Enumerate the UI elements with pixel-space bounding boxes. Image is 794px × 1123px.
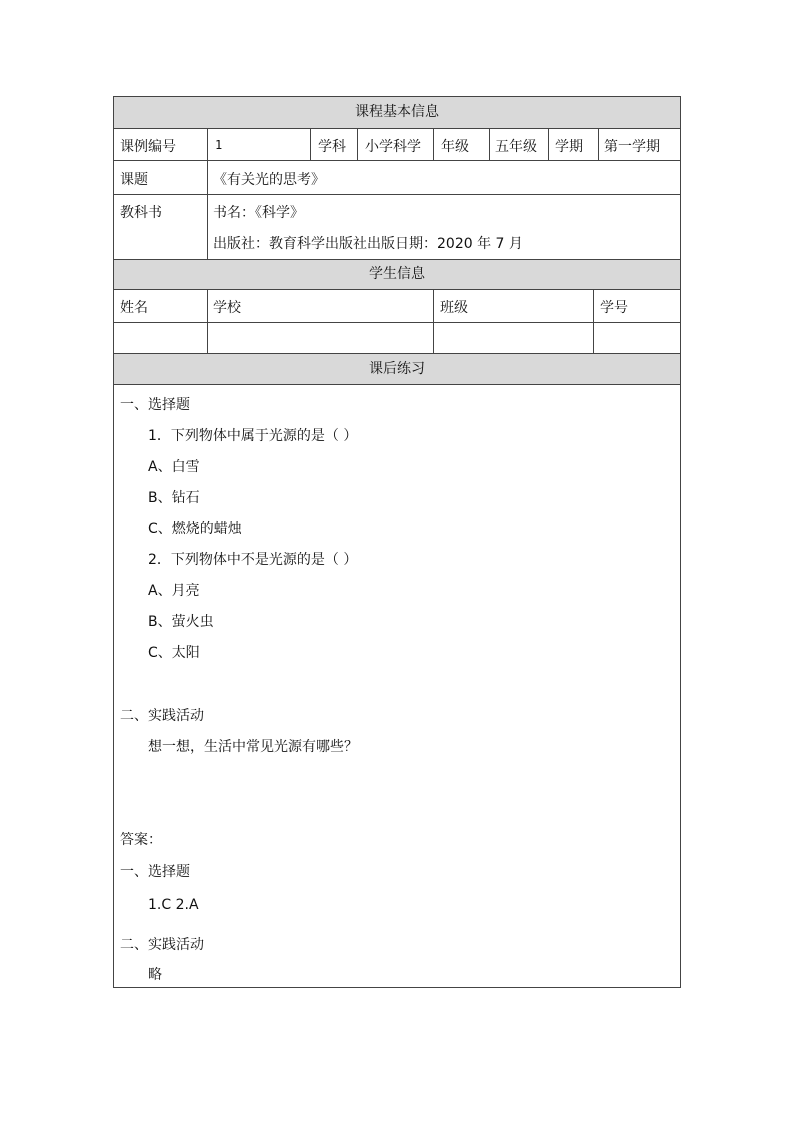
divider [114,384,680,385]
student-info-title: 学生信息 [369,266,425,282]
q1-option-a: A、白雪 [148,459,200,475]
divider [489,128,490,160]
divider [548,128,549,160]
divider [357,128,358,160]
student-info-header [114,260,680,289]
divider [598,128,599,160]
case-no-label: 课例编号 [120,139,176,155]
divider [433,128,434,160]
divider [114,160,680,161]
part1-title: 一、选择题 [120,397,190,413]
course-info-header [114,97,680,128]
divider [433,289,434,353]
name-label: 姓名 [120,300,148,316]
case-no-value: 1 [215,138,223,152]
class-label: 班级 [440,300,468,316]
term-label: 学期 [555,139,583,155]
textbook-label: 教科书 [120,205,162,221]
q2-option-a: A、月亮 [148,583,200,599]
divider [207,289,208,353]
answer-part2-title: 二、实践活动 [120,937,204,953]
school-label: 学校 [213,300,241,316]
divider [114,194,680,195]
q1-option-c: C、燃烧的蜡烛 [148,521,242,537]
publisher-line: 出版社：教育科学出版社出版日期：2020 年 7 月 [213,236,523,252]
lesson-form-table [113,96,681,988]
grade-label: 年级 [441,139,469,155]
part2-title: 二、实践活动 [120,708,204,724]
q2-option-b: B、萤火虫 [148,614,214,630]
course-info-title: 课程基本信息 [355,104,439,120]
divider [114,322,680,323]
q1-option-b: B、钻石 [148,490,200,506]
exercises-title: 课后练习 [369,361,425,377]
divider [310,128,311,160]
answer-part1-text: 1.C 2.A [148,897,199,913]
student-id-label: 学号 [600,300,628,316]
book-name: 书名：《科学》 [213,205,304,221]
question-1: 1．下列物体中属于光源的是（ ） [148,428,358,444]
q2-option-c: C、太阳 [148,645,200,661]
practice-question: 想一想，生活中常见光源有哪些？ [148,739,358,755]
divider [114,128,680,129]
question-2: 2．下列物体中不是光源的是（ ） [148,552,358,568]
answer-label: 答案： [120,832,162,848]
topic-label: 课题 [120,172,148,188]
subject-value: 小学科学 [365,139,421,155]
divider [114,289,680,290]
answer-part1-title: 一、选择题 [120,864,190,880]
exercises-header [114,354,680,384]
answer-part2-text: 略 [148,967,162,983]
divider [593,289,594,353]
term-value: 第一学期 [604,139,660,155]
subject-label: 学科 [318,139,346,155]
grade-value: 五年级 [495,139,537,155]
topic-value: 《有关光的思考》 [213,172,325,188]
